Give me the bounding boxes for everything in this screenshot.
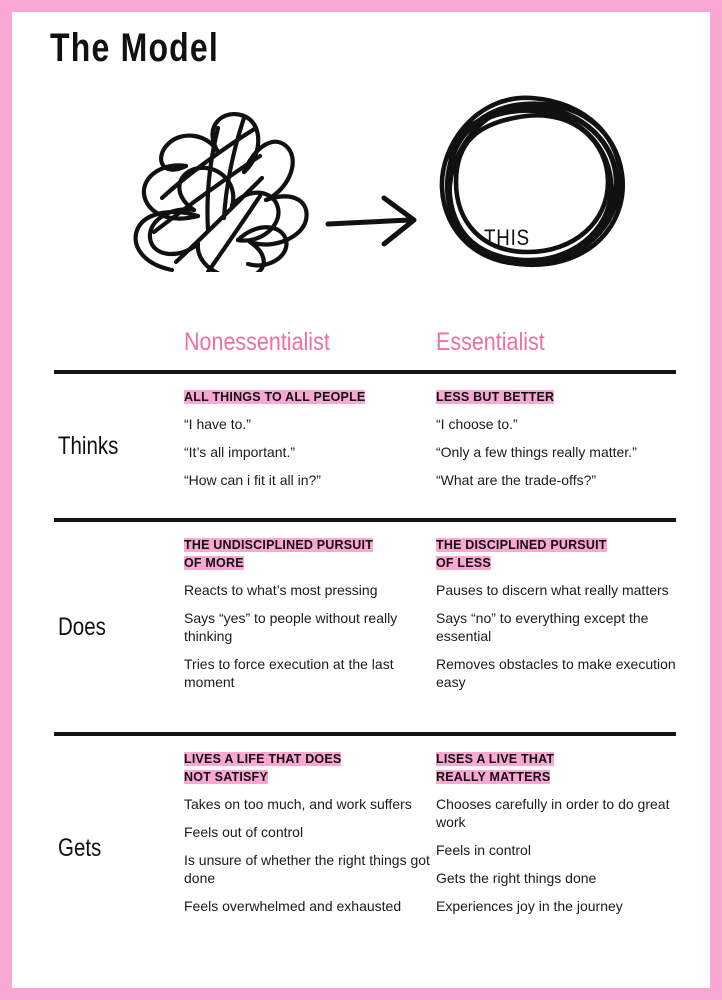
cell-nonessentialist xyxy=(184,736,436,961)
cell-kicker: LIVES A LIFE THAT DOES NOT SATISFY xyxy=(184,752,342,785)
list-item: Feels overwhelmed and exhausted xyxy=(184,897,402,914)
column-header-essentialist: Essentialist xyxy=(436,328,545,356)
list-item: “How can i fit it all in?” xyxy=(184,471,321,488)
arrow-right-icon xyxy=(328,198,414,244)
cell-kicker: ALL THINGS TO ALL PEOPLE xyxy=(184,390,366,404)
list-item: “I have to.” xyxy=(184,416,251,433)
list-item: Says “no” to everything except the essential xyxy=(436,610,649,645)
list-item: “I choose to.” xyxy=(436,416,518,433)
list-item: Reacts to what’s most pressing xyxy=(184,582,378,599)
list-item: Says “yes” to people without really thinking xyxy=(184,610,398,645)
row-label-does xyxy=(54,522,184,732)
list-item: Chooses carefully in order to do great work xyxy=(436,796,670,831)
row-label-gets xyxy=(54,736,184,961)
list-item: Takes on too much, and work suffers xyxy=(184,796,412,813)
list-item: Removes obstacles to make execution easy xyxy=(436,655,676,690)
page-title: The Model xyxy=(50,26,220,70)
circle-scribble-icon xyxy=(442,98,623,265)
list-item: Feels out of control xyxy=(184,824,304,841)
list-item: Feels in control xyxy=(436,842,531,859)
row-label-text: Gets xyxy=(58,834,102,862)
column-header-nonessentialist: Nonessentialist xyxy=(184,328,330,356)
cell-kicker: LISES A LIVE THAT REALLY MATTERS xyxy=(436,752,555,785)
table-row xyxy=(54,522,676,732)
cell-kicker: THE DISCIPLINED PURSUIT OF LESS xyxy=(436,538,607,571)
list-item: Is unsure of whether the right things got done xyxy=(184,852,430,886)
list-item: Pauses to discern what really matters xyxy=(436,582,669,599)
list-item: “Only a few things really matter.” xyxy=(436,444,637,461)
cell-essentialist xyxy=(436,374,706,518)
list-item: “What are the trade-offs?” xyxy=(436,471,597,488)
list-item: Experiences joy in the journey xyxy=(436,897,623,914)
cell-essentialist xyxy=(436,736,706,961)
cell-kicker: THE UNDISCIPLINED PURSUIT OF MORE xyxy=(184,538,374,571)
row-label-text: Thinks xyxy=(58,431,119,460)
scribble-icon xyxy=(136,114,307,272)
table-row xyxy=(54,736,676,961)
model-diagram xyxy=(12,82,710,272)
list-item: “It’s all important.” xyxy=(184,444,295,461)
cell-essentialist xyxy=(436,522,706,732)
list-item: Gets the right things done xyxy=(436,869,597,886)
cell-nonessentialist xyxy=(184,522,436,732)
table-column-headers xyxy=(54,322,676,370)
this-label: THIS xyxy=(484,225,531,250)
poster-sheet xyxy=(12,12,710,988)
row-label-text: Does xyxy=(58,612,106,641)
row-label-thinks xyxy=(54,374,184,518)
table-row xyxy=(54,374,676,518)
list-item: Tries to force execution at the last moment xyxy=(184,655,394,690)
cell-nonessentialist xyxy=(184,374,436,518)
comparison-table xyxy=(54,322,676,961)
cell-kicker: LESS BUT BETTER xyxy=(436,390,555,404)
